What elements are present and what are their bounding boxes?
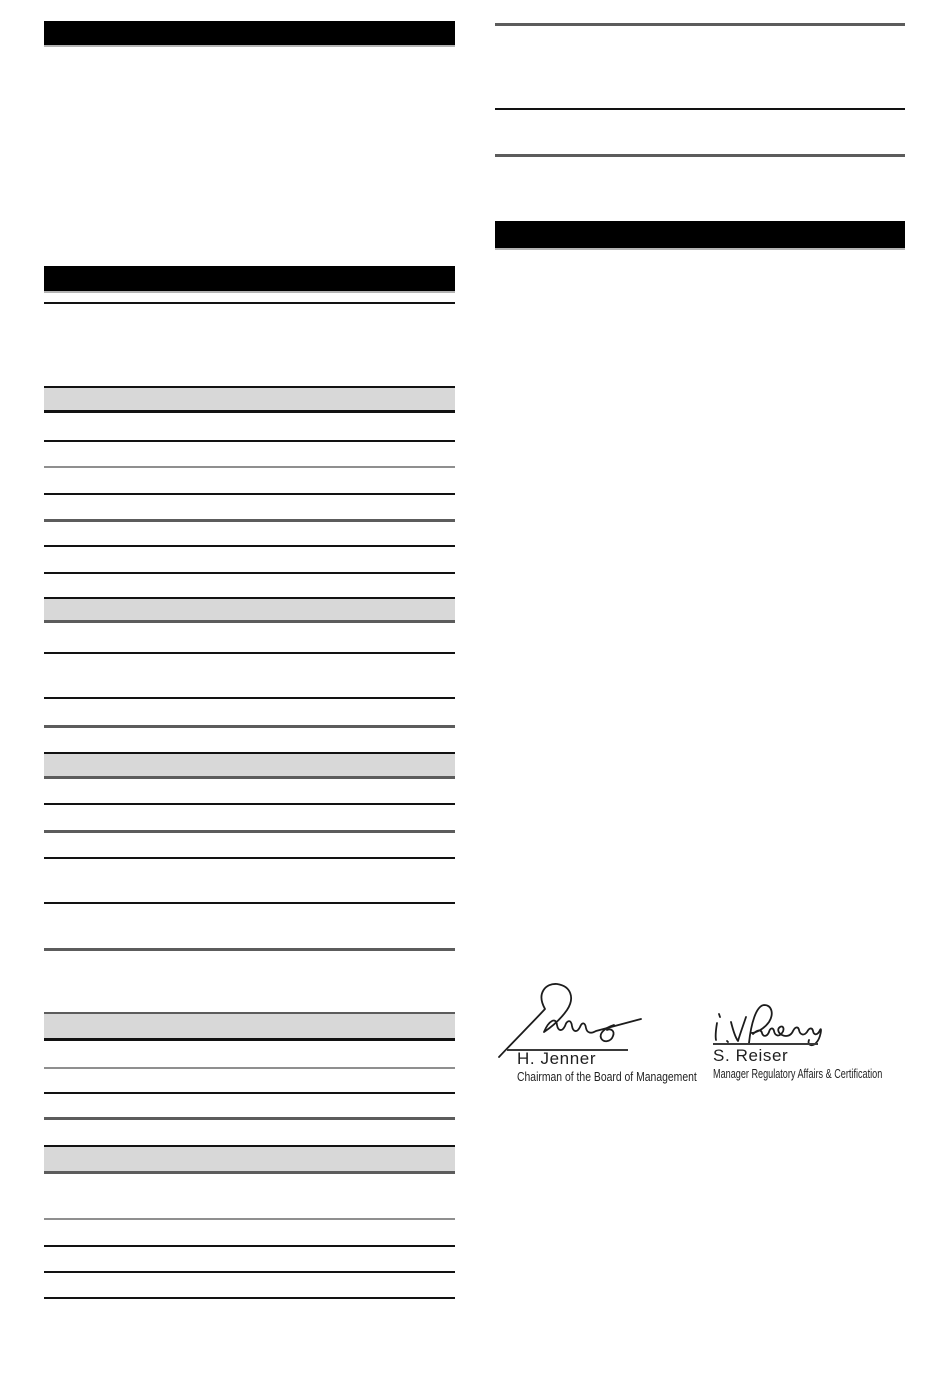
table-rule [44,410,455,413]
table-rule [44,440,455,442]
table-rule [495,108,905,110]
signatory-name-reiser: S. Reiser [713,1046,789,1065]
redacted-header-bar-left [44,21,455,45]
table-rule [44,725,455,728]
redacted-section-bar-right [495,221,905,248]
table-band [44,1145,455,1174]
table-rule [44,466,455,468]
table-rule [44,493,455,495]
table-rule [44,830,455,833]
table-rule [44,1245,455,1247]
table-rule [44,857,455,859]
table-band [44,1012,455,1041]
table-rule [44,776,455,779]
table-rule [44,1117,455,1120]
table-rule [495,154,905,157]
table-rule [44,902,455,904]
table-rule [44,1038,455,1041]
table-rule [44,1218,455,1220]
table-rule [44,386,455,388]
signatory-title-reiser: Manager Regulatory Affairs & Certification [713,1066,883,1081]
table-rule [44,1145,455,1147]
table-rule [44,752,455,754]
table-rule [44,620,455,623]
table-rule [44,302,455,304]
signatory-name-jenner: H. Jenner [517,1049,597,1068]
redacted-section-bar-left [44,266,455,291]
table-band [44,386,455,413]
table-rule [44,1067,455,1069]
table-rule [44,1297,455,1299]
table-rule [44,572,455,574]
signatory-title-jenner: Chairman of the Board of Management [517,1069,697,1084]
table-rule [44,652,455,654]
table-rule [44,803,455,805]
table-rule [44,1171,455,1174]
table-rule [44,1012,455,1014]
table-rule [44,597,455,599]
table-rule [44,519,455,522]
table-rule [44,1271,455,1273]
table-rule [44,948,455,951]
table-rule [44,1092,455,1094]
signature-underline-reiser [713,1043,818,1045]
table-rule [495,23,905,26]
table-rule [44,697,455,699]
table-band [44,752,455,779]
table-rule [44,545,455,547]
